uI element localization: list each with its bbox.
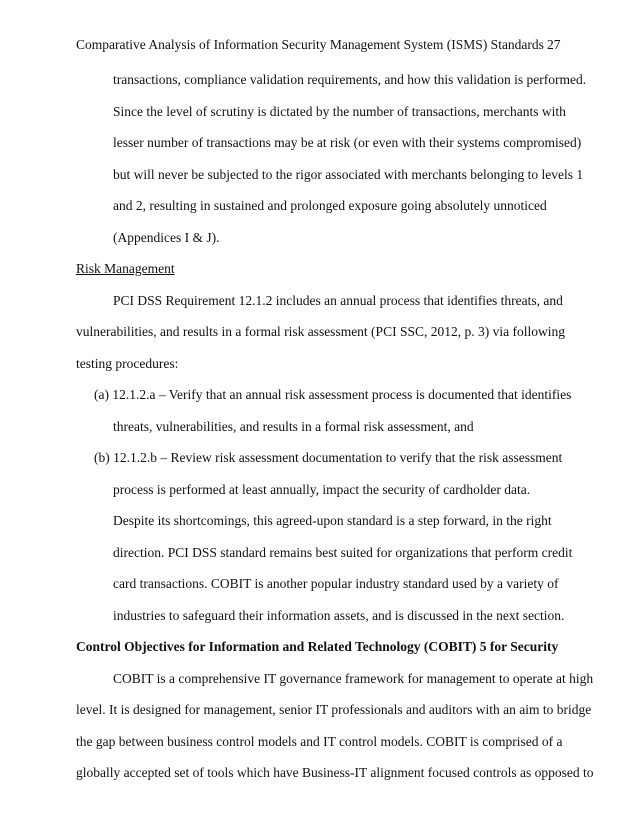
body-line: but will never be subjected to the rigor associated with merchants belonging to levels 1 xyxy=(113,167,584,182)
body-line: Despite its shortcomings, this agreed-upon standard is a step forward, in the right xyxy=(113,513,552,528)
list-item-a-continuation: threats, vulnerabilities, and results in a formal risk assessment, and xyxy=(113,419,474,434)
body-line: and 2, resulting in sustained and prolonged exposure going absolutely unnoticed xyxy=(113,198,547,213)
body-line: testing procedures: xyxy=(76,356,179,371)
body-line: transactions, compliance validation requirements, and how this validation is performed. xyxy=(113,72,587,87)
list-item-b: (b) 12.1.2.b – Review risk assessment documentation to verify that the risk assessment xyxy=(94,450,563,465)
page-number: 27 xyxy=(547,37,561,52)
body-line: industries to safeguard their information assets, and is discussed in the next section. xyxy=(113,608,565,623)
list-item-b-continuation: process is performed at least annually, impact the security of cardholder data. xyxy=(113,482,531,497)
body-line: direction. PCI DSS standard remains best suited for organizations that perform credit xyxy=(113,545,573,560)
body-line: COBIT is a comprehensive IT governance framework for management to operate at high xyxy=(113,671,594,686)
section-heading-cobit: Control Objectives for Information and Related Technology (COBIT) 5 for Security xyxy=(76,639,559,654)
running-header-title: Comparative Analysis of Information Security Management System (ISMS) Standards xyxy=(76,37,544,52)
body-line: PCI DSS Requirement 12.1.2 includes an annual process that identifies threats, and xyxy=(113,293,563,308)
body-line: the gap between business control models and IT control models. COBIT is comprised of a xyxy=(76,734,563,749)
body-line: globally accepted set of tools which have Business-IT alignment focused controls as opposed to xyxy=(76,765,594,780)
body-line: (Appendices I & J). xyxy=(113,230,220,245)
body-line: lesser number of transactions may be at risk (or even with their systems compromised) xyxy=(113,135,582,150)
body-line: vulnerabilities, and results in a formal risk assessment (PCI SSC, 2012, p. 3) via following xyxy=(76,324,565,339)
body-line: Since the level of scrutiny is dictated by the number of transactions, merchants with xyxy=(113,104,566,119)
list-item-a: (a) 12.1.2.a – Verify that an annual risk assessment process is documented that identifies xyxy=(94,387,572,402)
section-heading-risk-management: Risk Management xyxy=(76,261,175,276)
body-line: card transactions. COBIT is another popular industry standard used by a variety of xyxy=(113,576,559,591)
body-line: level. It is designed for management, senior IT professionals and auditors with an aim to bridge xyxy=(76,702,592,717)
